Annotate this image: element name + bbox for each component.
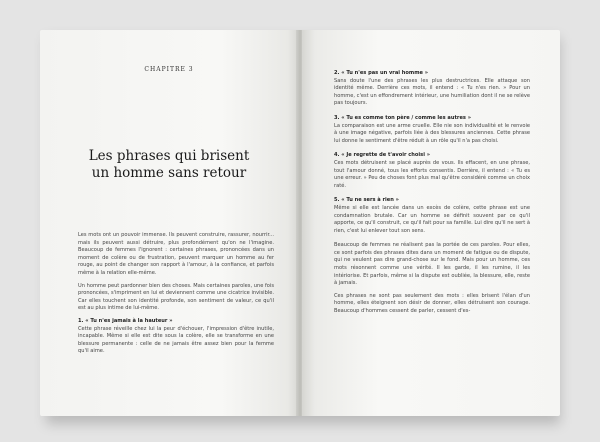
- section-body: Ces mots détruisent se placé auprès de vous. Ils effacent, en une phrase, tout l'amour donné, tous les efforts consentis. Derrière, il entend : « Tu es une erreur. » Peu de choses font plus mal qu'être considéré comme un choix raté.: [334, 159, 530, 189]
- section: [334, 152, 530, 190]
- chapter-title: [40, 148, 298, 182]
- section: [334, 115, 530, 145]
- left-page: [40, 30, 298, 416]
- right-page-body: [334, 70, 530, 321]
- section-body: La comparaison est une arme cruelle. Elle nie son individualité et le renvoie à une image négative, parfois liée à des blessures anciennes. Cette phrase lui donne le sentiment d'être réduit à un rôle qu'il n'a pas choisi.: [334, 122, 530, 144]
- paragraph: Un homme peut pardonner bien des choses. Mais certaines paroles, une fois prononcées, s'impriment en lui et deviennent comme une cicatrice invisible. Car elles touchent son identité profonde, son sentiment de valeur, ce qu'il est au plus intime de lui-même.: [78, 282, 274, 312]
- section-body: Même si elle est lancée dans un excès de colère, cette phrase est une condamnation brutale. Car un homme se définit souvent par ce qu'il apporte, ce qu'il construit, ce qu'il fait pour sa famille. Lui dire qu'il ne sert à rien, c'est lui enlever tout son sens.: [334, 204, 530, 234]
- section-heading: 4. « Je regrette de t'avoir choisi »: [334, 152, 431, 159]
- section-heading: 3. « Tu es comme ton père / comme les autres »: [334, 114, 471, 121]
- right-page: [302, 30, 560, 416]
- chapter-title-line1: Les phrases qui brisent: [88, 148, 250, 164]
- chapter-title-line2: un homme sans retour: [91, 165, 247, 181]
- section: [334, 70, 530, 108]
- chapter-label: CHAPITRE 3: [144, 66, 194, 73]
- left-page-body: [78, 232, 274, 361]
- section: [334, 197, 530, 235]
- section-body: Cette phrase réveille chez lui la peur d'échouer, l'impression d'être inutile, incapable. Même si elle est dite sous la colère, elle se transforme en une blessure permanente : celle de ne jamais être assez bien pour la femme qu'il aime.: [78, 325, 274, 355]
- paragraph: Les mots ont un pouvoir immense. Ils peuvent construire, rassurer, nourrir... mais ils peuvent aussi détruire, plus profondément qu'on ne l'imagine. Beaucoup de femmes l'ignorent : certaines phrases, prononcées dans un moment de colère ou de frustration, peuvent marquer un homme au fer rouge, au point de changer son rapport à l'amour, à la confiance, et parfois même à la relation elle-même.: [78, 232, 274, 276]
- paragraph: Ces phrases ne sont pas seulement des mots : elles brisent l'élan d'un homme, elles éteignent son désir de donner, elles détruisent son courage. Beaucoup d'hommes cessent de parler, cessent d'es-: [334, 292, 530, 315]
- section-body: Sans doute l'une des phrases les plus destructrices. Elle attaque son identité même. Derrière ces mots, il entend : « Tu n'es rien. » Pour un homme, c'est un effondrement intérieur, une humiliation dont il ne se relève pas toujours.: [334, 77, 530, 107]
- section-heading: 1. « Tu n'es jamais à la hauteur »: [78, 317, 173, 324]
- open-book: [40, 30, 560, 420]
- paragraph: Beaucoup de femmes ne réalisent pas la portée de ces paroles. Pour elles, ce sont parfois des phrases dites dans un moment de fatigue ou de dispute, qui ne veulent pas dire grand-chose sur le fond. Mais pour un homme, ces mots résonnent comme une vérité. Il les garde, il les rumine, il les intériorise. Et parfois, même si la dispute est oubliée, la blessure, elle, reste à jamais.: [334, 242, 530, 287]
- section-heading: 2. « Tu n'es pas un vrai homme »: [334, 70, 429, 76]
- section-heading: 5. « Tu ne sers à rien »: [334, 197, 399, 204]
